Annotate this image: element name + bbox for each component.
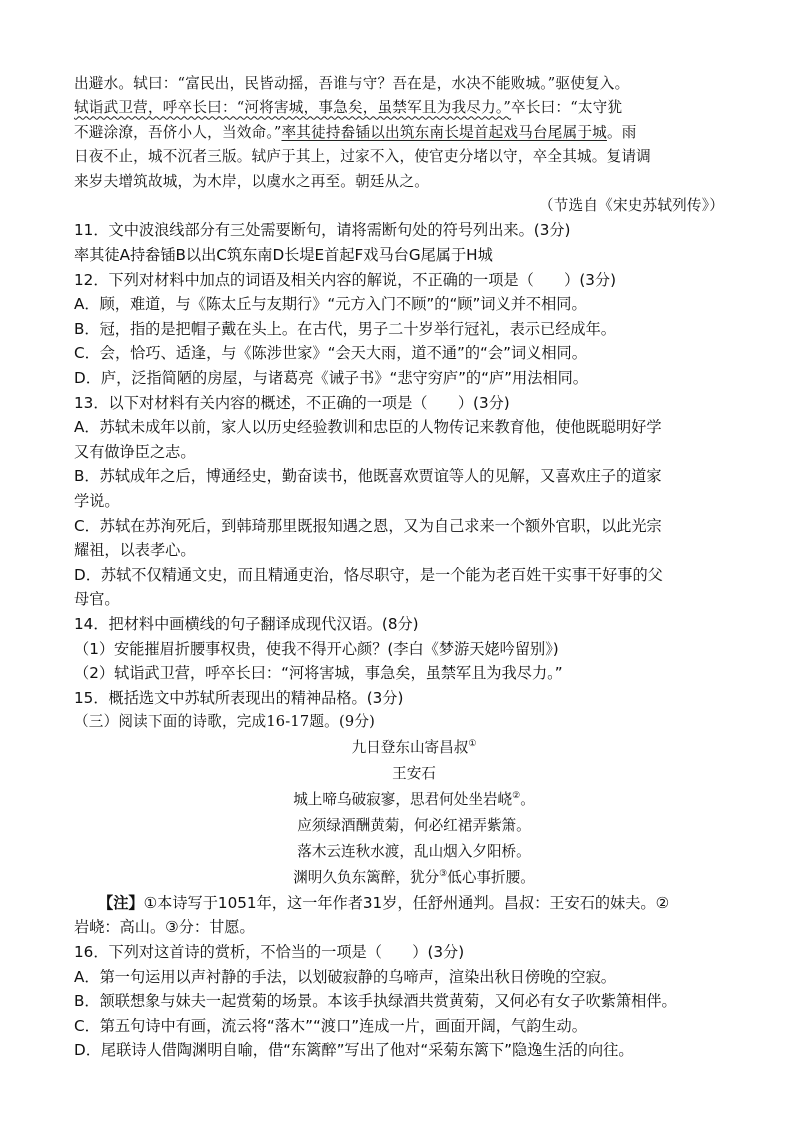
poem — [94, 735, 734, 891]
question-13-option-b: B．苏轼成年之后，博通经史，勤奋读书，他既喜欢贾谊等人的见解，又喜欢庄子的道家 — [74, 467, 662, 486]
poem-author: 王安石 — [392, 764, 436, 782]
poem-line-text: 城上啼乌破寂寥，思君何处坐岩峣 — [293, 790, 513, 808]
passage — [74, 72, 734, 218]
passage-text: 日夜不止，城不沉者三版。轼庐于其上，过家不入，使官吏分堵以守，卒全其城。复请调 — [74, 148, 651, 166]
poem-line-text: 。 — [520, 790, 535, 808]
poem-line-4 — [94, 865, 734, 891]
poem-line-1 — [94, 787, 734, 813]
question-12-option-a: A．顾，难道，与《陈太丘与友期行》“元方入门不顾”的“顾”词义并不相同。 — [74, 295, 587, 314]
question-14-item-2: （2）轼诣武卫营，呼卒长曰：“河将害城，事急矣，虽禁军且为我尽力。” — [74, 664, 563, 683]
passage-line-1 — [74, 72, 734, 96]
question-11: 11．文中波浪线部分有三处需要断句，请将需断句处的符号列出来。(3分) — [74, 221, 571, 240]
question-13-option-c-cont: 耀祖，以表孝心。 — [74, 541, 196, 560]
question-12-option-c: C．会，恰巧、适逢，与《陈涉世家》“会天大雨，道不通”的“会”词义相同。 — [74, 344, 587, 363]
poem-title-text: 九日登东山寄昌叔 — [351, 738, 469, 756]
poem-title — [94, 735, 734, 761]
note-text: ①本诗写于1051年，这一年作者31岁，任舒州通判。昌叔：王安石的妹夫。② — [143, 893, 670, 912]
poem-notes — [74, 891, 734, 1063]
note-label: 【注】 — [98, 893, 144, 912]
question-13-option-d-cont: 母官。 — [74, 590, 120, 609]
question-15: 15．概括选文中苏轼所表现出的精神品格。(3分) — [74, 688, 404, 707]
question-13-option-d: D．苏轼不仅精通文史，而且精通吏治，恪尽职守，是一个能为老百姓干实事干好事的父 — [74, 565, 663, 584]
question-13: 13．以下对材料有关内容的概述，不正确的一项是（ ）(3分) — [74, 393, 510, 412]
question-13-option-b-cont: 学说。 — [74, 491, 120, 510]
question-12: 12．下列对材料中加点的词语及相关内容的解说，不正确的一项是（ ）(3分) — [74, 270, 617, 289]
passage-line-4 — [74, 145, 734, 169]
section-3-heading: （三）阅读下面的诗歌，完成16-17题。(9分) — [74, 713, 376, 731]
poem-line-3: 落木云连秋水渡，乱山烟入夕阳桥。 — [297, 842, 531, 860]
question-11-text: 率其徒A持畚锸B以出C筑东南D长堤E首起F戏马台G尾属于H城 — [74, 246, 493, 265]
question-16: 16．下列对这首诗的赏析，不恰当的一项是（ ）(3分) — [74, 942, 465, 961]
passage-text: 出避水。轼曰：“富民出，民皆动摇，吾谁与守？吾在是，水决不能败城。”驱使复入。 — [74, 75, 630, 92]
footnote-marker: ① — [468, 738, 477, 749]
question-12-option-b: B．冠，指的是把帽子戴在头上。在古代，男子二十岁举行冠礼，表示已经成年。 — [74, 319, 616, 338]
question-14: 14．把材料中画横线的句子翻译成现代汉语。(8分) — [74, 614, 419, 633]
question-13-option-a: A．苏轼未成年以前，家人以历史经验教训和忠臣的人物传记来教育他，使他既聪明好学 — [74, 418, 662, 437]
question-14-item-1: （1）安能摧眉折腰事权贵，使我不得开心颜？(李白《梦游天姥吟留别》) — [74, 639, 559, 658]
question-16-option-d: D．尾联诗人借陶渊明自喻，借“东篱醉”写出了他对“采菊东篱下”隐逸生活的向往。 — [74, 1041, 634, 1060]
footnote-marker: ② — [512, 790, 521, 801]
question-13-option-c: C．苏轼在苏洵死后，到韩琦那里既报知遇之恩，又为自己求来一个额外官职，以此光宗 — [74, 516, 662, 535]
question-12-option-d: D．庐，泛指简陋的房屋，与诸葛亮《诫子书》“悲守穷庐”的“庐”用法相同。 — [74, 369, 588, 387]
passage-line-5 — [74, 170, 734, 194]
footnote-marker: ③ — [439, 868, 448, 879]
question-16-option-b: B．颔联想象与妹夫一起赏菊的场景。本该手执绿酒共赏黄菊，又何必有女子吹紫箫相伴。 — [74, 992, 677, 1011]
passage-text: 。雨 — [606, 123, 637, 141]
question-13-option-a-cont: 又有做诤臣之志。 — [74, 442, 196, 461]
passage-text: 不避涂潦，吾侪小人，当效命。” — [74, 123, 282, 141]
poem-note-line-2: 岩峣：高山。③分：甘愿。 — [74, 918, 255, 937]
question-16-option-a: A．第一句运用以声衬静的手法，以划破寂静的乌啼声，渲染出秋日傍晚的空寂。 — [74, 967, 616, 986]
question-16-option-c: C．第五句诗中有画，流云将“落木”“渡口”连成一片，画面开阔，气韵生动。 — [74, 1016, 587, 1035]
passage-text: 来岁夫增筑故城，为木岸，以虞水之再至。朝廷从之。 — [74, 172, 430, 190]
passage-line-2 — [74, 96, 734, 120]
questions-block — [74, 218, 734, 710]
poem-line-2: 应须绿酒酬黄菊，何必红裙弄紫箫。 — [297, 816, 531, 834]
wavy-underlined-sentence: 轼诣武卫营，呼卒长曰：“河将害城，事急矣，虽禁军且为我尽力。” — [74, 99, 512, 117]
passage-source: （节选自《宋史苏轼列传》） — [538, 197, 724, 215]
underlined-sentence: 率其徒持畚锸以出筑东南长堤首起戏马台尾属于城 — [281, 123, 607, 141]
poem-line-text: 低心事折腰。 — [447, 868, 535, 886]
poem-line-text: 渊明久负东篱醉，犹分 — [293, 868, 440, 886]
passage-text: 卒长曰：“太守犹 — [511, 99, 623, 117]
poem-note-line-1 — [74, 891, 734, 916]
passage-line-3 — [74, 121, 734, 145]
